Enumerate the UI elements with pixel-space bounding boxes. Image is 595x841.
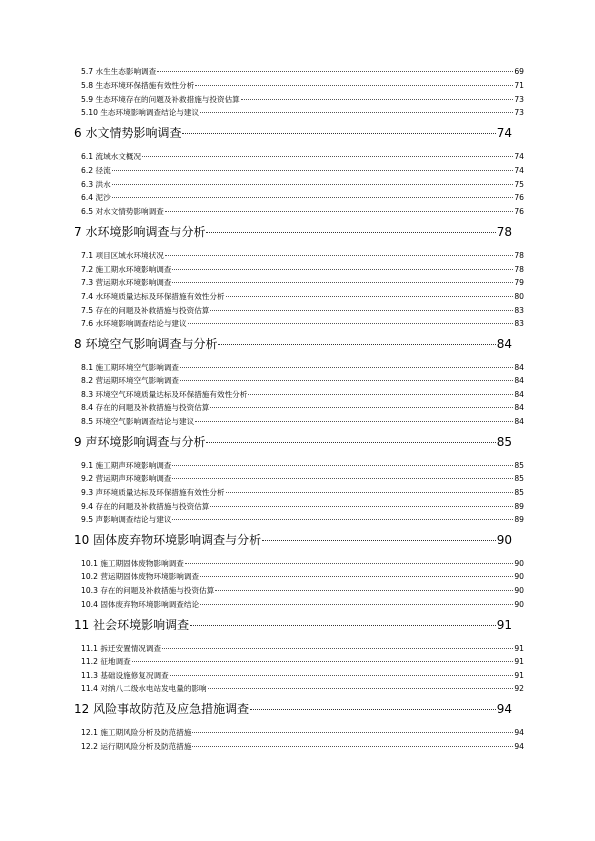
toc-entry-title: 7.5 存在的问题及补救措施与投资估算 (81, 306, 210, 315)
dot-leader (210, 407, 513, 408)
dot-leader (195, 85, 513, 86)
toc-entry-title: 5.10 生态环境影响调查结论与建议 (81, 108, 200, 117)
toc-section-entry[interactable] (81, 728, 524, 738)
toc-entry-title: 5.7 水生生态影响调查 (81, 67, 157, 76)
toc-section-entry[interactable] (81, 108, 524, 118)
toc-section-entry[interactable] (81, 403, 524, 413)
toc-entry-page-number: 84 (514, 417, 524, 426)
toc-entry-title: 11.2 征地调查 (81, 657, 131, 666)
toc-entry-page-number: 79 (514, 278, 524, 287)
toc-entry-title: 9.3 声环境质量达标及环保措施有效性分析 (81, 488, 225, 497)
toc-section-entry[interactable] (81, 207, 524, 217)
toc-entry-title: 7.1 项目区域水环境状况 (81, 251, 164, 260)
dot-leader (192, 746, 513, 747)
toc-section-entry[interactable] (81, 67, 524, 77)
toc-entry-page-number: 83 (514, 306, 524, 315)
toc-entry-page-number: 91 (514, 644, 524, 653)
dot-leader (112, 197, 514, 198)
dot-leader (192, 732, 513, 733)
toc-entry-page-number: 80 (514, 292, 524, 301)
dot-leader (165, 255, 513, 256)
dot-leader (170, 675, 514, 676)
toc-entry-page-number: 90 (514, 572, 524, 581)
toc-entry-title: 9.1 施工期声环境影响调查 (81, 461, 172, 470)
toc-section-entry[interactable] (81, 586, 524, 596)
toc-entry-page-number: 85 (514, 488, 524, 497)
toc-section-entry[interactable] (81, 180, 524, 190)
toc-section-entry[interactable] (81, 278, 524, 288)
dot-leader (112, 170, 514, 171)
toc-entry-title: 11.4 对纳八二级水电站发电量的影响 (81, 684, 207, 693)
dot-leader (180, 380, 513, 381)
toc-entry-page-number: 89 (514, 502, 524, 511)
toc-entry-page-number: 90 (514, 600, 524, 609)
toc-entry-page-number: 73 (514, 95, 524, 104)
toc-entry-page-number: 85 (496, 435, 512, 449)
toc-entry-page-number: 69 (514, 67, 524, 76)
dot-leader (215, 590, 513, 591)
dot-leader (182, 133, 495, 134)
toc-section-entry[interactable] (81, 390, 524, 400)
toc-entry-title: 10.2 营运期固体废物环境影响调查 (81, 572, 200, 581)
dot-leader (250, 709, 496, 710)
toc-section-entry[interactable] (81, 81, 524, 91)
toc-entry-title: 5.9 生态环境存在的问题及补救措施与投资估算 (81, 95, 240, 104)
toc-entry-page-number: 91 (514, 657, 524, 666)
dot-leader (226, 296, 514, 297)
dot-leader (162, 648, 513, 649)
toc-entry-page-number: 90 (514, 559, 524, 568)
toc-chapter-entry[interactable] (74, 336, 512, 352)
toc-entry-page-number: 92 (514, 684, 524, 693)
toc-chapter-entry[interactable] (74, 434, 512, 450)
toc-entry-page-number: 84 (514, 390, 524, 399)
toc-entry-title: 9.4 存在的问题及补救措施与投资估算 (81, 502, 210, 511)
dot-leader (172, 478, 513, 479)
toc-entry-page-number: 74 (514, 166, 524, 175)
dot-leader (157, 71, 513, 72)
toc-section-entry[interactable] (81, 502, 524, 512)
toc-entry-page-number: 74 (514, 152, 524, 161)
toc-section-entry[interactable] (81, 292, 524, 302)
toc-entry-title: 7.2 施工期水环境影响调查 (81, 265, 172, 274)
toc-entry-title: 6.5 对水文情势影响调查 (81, 207, 164, 216)
toc-entry-title: 8.5 环境空气影响调查结论与建议 (81, 417, 195, 426)
dot-leader (180, 367, 513, 368)
dot-leader (172, 282, 513, 283)
toc-entry-page-number: 84 (514, 403, 524, 412)
dot-leader (200, 576, 513, 577)
dot-leader (142, 156, 513, 157)
toc-entry-page-number: 78 (514, 251, 524, 260)
dot-leader (185, 563, 513, 564)
dot-leader (172, 519, 513, 520)
toc-entry-title: 11 社会环境影响调查 (74, 618, 190, 632)
dot-leader (208, 688, 514, 689)
toc-section-entry[interactable] (81, 417, 524, 427)
toc-entry-page-number: 91 (496, 618, 512, 632)
toc-entry-title: 10.3 存在的问题及补救措施与投资估算 (81, 586, 215, 595)
toc-entry-page-number: 94 (496, 702, 512, 716)
dot-leader (172, 269, 513, 270)
toc-entry-title: 10.1 施工期固体废物影响调查 (81, 559, 184, 568)
toc-section-entry[interactable] (81, 306, 524, 316)
toc-entry-title: 12.2 运行期风险分析及防范措施 (81, 742, 192, 751)
dot-leader (132, 661, 514, 662)
toc-entry-page-number: 83 (514, 319, 524, 328)
toc-entry-title: 7.6 水环境影响调查结论与建议 (81, 319, 187, 328)
dot-leader (112, 184, 514, 185)
dot-leader (206, 442, 495, 443)
toc-section-entry[interactable] (81, 657, 524, 667)
toc-chapter-entry[interactable] (74, 532, 512, 548)
toc-entry-page-number: 73 (514, 108, 524, 117)
toc-entry-page-number: 94 (514, 728, 524, 737)
toc-entry-title: 6.3 洪水 (81, 180, 111, 189)
toc-entry-title: 11.1 拆迁安置情况调查 (81, 644, 162, 653)
toc-entry-title: 11.3 基础设施修复况调查 (81, 671, 169, 680)
toc-section-entry[interactable] (81, 376, 524, 386)
toc-entry-page-number: 85 (514, 461, 524, 470)
toc-chapter-entry[interactable] (74, 224, 512, 240)
dot-leader (206, 232, 495, 233)
toc-entry-title: 8.1 施工期环境空气影响调查 (81, 363, 180, 372)
toc-section-entry[interactable] (81, 363, 524, 373)
toc-entry-page-number: 84 (514, 363, 524, 372)
toc-section-entry[interactable] (81, 671, 524, 681)
toc-entry-title: 9.2 营运期声环境影响调查 (81, 474, 172, 483)
toc-entry-page-number: 75 (514, 180, 524, 189)
toc-entry-page-number: 84 (496, 337, 512, 351)
toc-chapter-entry[interactable] (74, 617, 512, 633)
toc-entry-page-number: 90 (514, 586, 524, 595)
toc-entry-title: 7.3 营运期水环境影响调查 (81, 278, 172, 287)
toc-entry-title: 10.4 固体废弃物环境影响调查结论 (81, 600, 200, 609)
toc-entry-page-number: 78 (514, 265, 524, 274)
toc-entry-page-number: 78 (496, 225, 512, 239)
toc-entry-title: 9.5 声影响调查结论与建议 (81, 515, 172, 524)
dot-leader (226, 492, 514, 493)
toc-entry-page-number: 71 (514, 81, 524, 90)
toc-entry-title: 8.4 存在的问题及补救措施与投资估算 (81, 403, 210, 412)
toc-section-entry[interactable] (81, 166, 524, 176)
toc-entry-title: 12 风险事故防范及应急措施调查 (74, 702, 250, 716)
dot-leader (248, 394, 513, 395)
toc-section-entry[interactable] (81, 488, 524, 498)
toc-section-entry[interactable] (81, 684, 524, 694)
dot-leader (165, 211, 513, 212)
dot-leader (190, 625, 496, 626)
toc-entry-page-number: 76 (514, 207, 524, 216)
dot-leader (188, 323, 514, 324)
dot-leader (218, 344, 495, 345)
toc-entry-title: 6 水文情势影响调查 (74, 126, 182, 140)
dot-leader (210, 506, 513, 507)
toc-entry-page-number: 94 (514, 742, 524, 751)
toc-section-entry[interactable] (81, 251, 524, 261)
toc-entry-page-number: 89 (514, 515, 524, 524)
toc-section-entry[interactable] (81, 95, 524, 105)
toc-entry-title: 6.1 流域水文概况 (81, 152, 142, 161)
toc-chapter-entry[interactable] (74, 125, 512, 141)
toc-entry-page-number: 76 (514, 193, 524, 202)
toc-entry-title: 6.4 泥沙 (81, 193, 111, 202)
toc-entry-title: 9 声环境影响调查与分析 (74, 435, 206, 449)
dot-leader (200, 112, 513, 113)
toc-section-entry[interactable] (81, 515, 524, 525)
dot-leader (210, 310, 513, 311)
toc-entry-title: 8 环境空气影响调查与分析 (74, 337, 218, 351)
toc-section-entry[interactable] (81, 644, 524, 654)
toc-section-entry[interactable] (81, 559, 524, 569)
dot-leader (172, 465, 513, 466)
dot-leader (262, 540, 496, 541)
toc-entry-title: 5.8 生态环境环保措施有效性分析 (81, 81, 195, 90)
toc-entry-title: 7 水环境影响调查与分析 (74, 225, 206, 239)
dot-leader (200, 604, 513, 605)
toc-section-entry[interactable] (81, 193, 524, 203)
toc-section-entry[interactable] (81, 461, 524, 471)
toc-entry-page-number: 84 (514, 376, 524, 385)
toc-section-entry[interactable] (81, 265, 524, 275)
toc-entry-title: 7.4 水环境质量达标及环保措施有效性分析 (81, 292, 225, 301)
toc-section-entry[interactable] (81, 742, 524, 752)
toc-section-entry[interactable] (81, 474, 524, 484)
toc-entry-title: 12.1 施工期风险分析及防范措施 (81, 728, 192, 737)
toc-entry-title: 6.2 径流 (81, 166, 111, 175)
toc-entry-page-number: 90 (496, 533, 512, 547)
dot-leader (241, 99, 514, 100)
toc-entry-title: 8.2 营运期环境空气影响调查 (81, 376, 180, 385)
toc-entry-page-number: 91 (514, 671, 524, 680)
toc-section-entry[interactable] (81, 152, 524, 162)
toc-entry-title: 8.3 环境空气环境质量达标及环保措施有效性分析 (81, 390, 248, 399)
dot-leader (195, 421, 513, 422)
toc-entry-title: 10 固体废弃物环境影响调查与分析 (74, 533, 262, 547)
toc-section-entry[interactable] (81, 572, 524, 582)
toc-entry-page-number: 85 (514, 474, 524, 483)
toc-chapter-entry[interactable] (74, 701, 512, 717)
toc-section-entry[interactable] (81, 600, 524, 610)
toc-entry-page-number: 74 (496, 126, 512, 140)
toc-section-entry[interactable] (81, 319, 524, 329)
